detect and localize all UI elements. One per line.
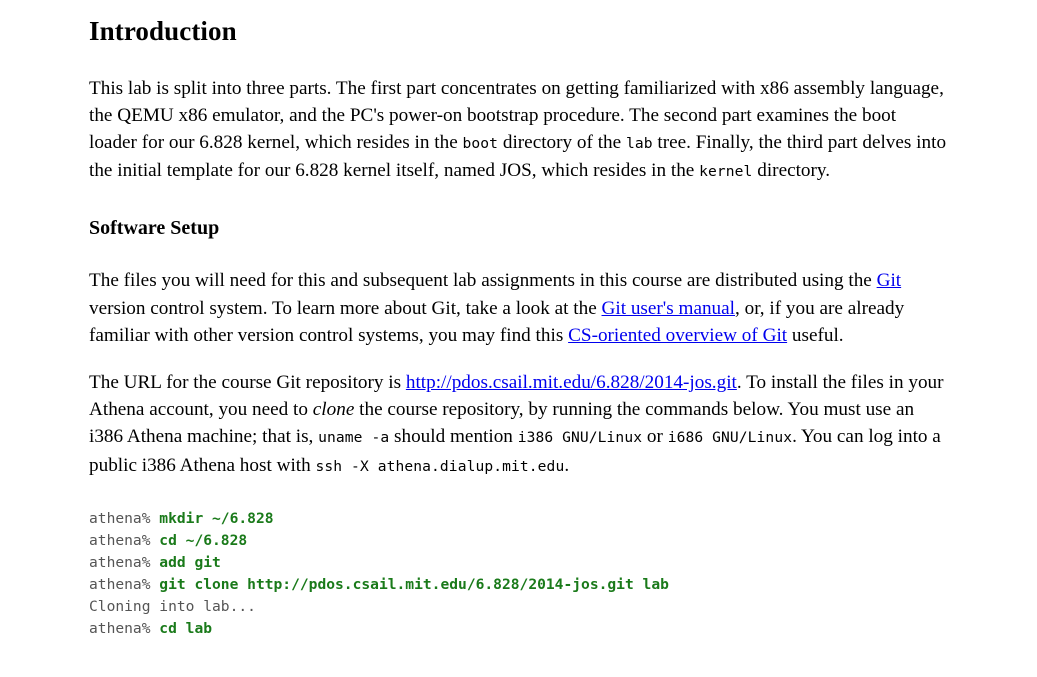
terminal-command: mkdir ~/6.828 bbox=[159, 509, 274, 527]
terminal-prompt: athena% bbox=[89, 509, 160, 527]
url-text-part-3: the course repository, by running the commands below. You must use an i386 Athena machine; that is, bbox=[89, 399, 915, 448]
inline-code-i686-gnu-linux: i686 GNU/Linux bbox=[667, 429, 793, 447]
terminal-line bbox=[89, 620, 212, 637]
terminal-line bbox=[89, 510, 274, 527]
section-heading-software-setup: Software Setup bbox=[89, 217, 220, 240]
terminal-command: git clone http://pdos.csail.mit.edu/6.828/2014-jos.git lab bbox=[159, 575, 669, 593]
inline-code-kernel: kernel bbox=[699, 163, 753, 181]
paragraph-files-needed bbox=[89, 267, 947, 349]
page-title: Introduction bbox=[89, 16, 237, 46]
url-text-part-5: or bbox=[642, 426, 668, 448]
intro-text-part-2: directory of the bbox=[498, 131, 626, 153]
terminal-code-block bbox=[89, 508, 947, 640]
files-text-part-3: , or, if you are already familiar with other version control systems, you may find this bbox=[89, 297, 905, 346]
terminal-prompt: athena% bbox=[89, 531, 160, 549]
terminal-line bbox=[89, 598, 256, 615]
files-text-part-2: version control system. To learn more about Git, take a look at the bbox=[89, 297, 602, 319]
url-text-part-6: . You can log into a public i386 Athena host with bbox=[89, 426, 941, 476]
link-git[interactable]: Git bbox=[876, 270, 902, 292]
link-course-repository-url[interactable]: http://pdos.csail.mit.edu/6.828/2014-jos.git bbox=[405, 371, 737, 393]
terminal-command: cd lab bbox=[159, 619, 213, 637]
terminal-line bbox=[89, 576, 669, 593]
inline-code-lab: lab bbox=[625, 134, 653, 152]
paragraph-repository-url bbox=[89, 369, 947, 480]
files-text-part-4: useful. bbox=[787, 324, 844, 346]
url-text-part-1: The URL for the course Git repository is bbox=[89, 371, 406, 393]
intro-text-part-1: This lab is split into three parts. The first part concentrates on getting familiarized with x86 assembly language, the QEMU x86 emulator, and the PC's power-on bootstrap procedure. The second part examines the boot loader for our 6.828 kernel, which resides in the bbox=[89, 77, 944, 153]
url-text-part-7: . bbox=[564, 454, 570, 476]
terminal-line bbox=[89, 532, 247, 549]
terminal-command: cd ~/6.828 bbox=[159, 531, 248, 549]
emphasis-clone: clone bbox=[312, 399, 355, 421]
inline-code-boot: boot bbox=[462, 134, 499, 152]
link-git-users-manual[interactable]: Git user's manual bbox=[601, 297, 735, 319]
url-text-part-4: should mention bbox=[389, 426, 518, 448]
paragraph-introduction bbox=[89, 75, 947, 186]
terminal-prompt: athena% bbox=[89, 553, 160, 571]
files-text-part-1: The files you will need for this and subsequent lab assignments in this course are distributed using the bbox=[89, 270, 877, 292]
terminal-line bbox=[89, 554, 221, 571]
terminal-output: Cloning into lab... bbox=[89, 597, 256, 615]
inline-code-i386-gnu-linux: i386 GNU/Linux bbox=[517, 429, 643, 447]
intro-text-part-4: directory. bbox=[752, 160, 831, 182]
intro-text-part-3: tree. Finally, the third part delves into the initial template for our 6.828 kernel itself, named JOS, which resides in the bbox=[89, 131, 947, 182]
terminal-prompt: athena% bbox=[89, 575, 160, 593]
link-cs-oriented-overview-of-git[interactable]: CS-oriented overview of Git bbox=[568, 324, 788, 346]
inline-code-uname: uname -a bbox=[318, 429, 390, 447]
inline-code-ssh-athena: ssh -X athena.dialup.mit.edu bbox=[315, 457, 565, 475]
terminal-prompt: athena% bbox=[89, 619, 160, 637]
terminal-command: add git bbox=[159, 553, 221, 571]
url-text-part-2: . To install the files in your Athena account, you need to bbox=[89, 371, 944, 421]
